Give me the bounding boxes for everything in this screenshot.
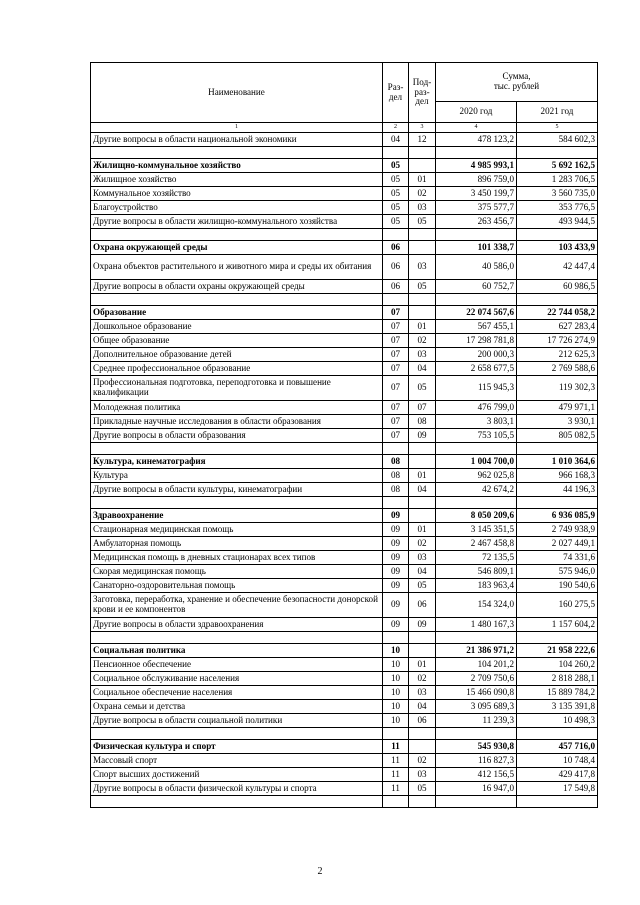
table-row: [91, 523, 598, 537]
row-name: Другие вопросы в области образования: [91, 429, 383, 443]
row-amount-2020: 15 466 090,8: [436, 686, 517, 700]
row-podrazdel: 05: [409, 782, 436, 796]
row-podrazdel: [409, 740, 436, 754]
row-name: Другие вопросы в области жилищно-коммунального хозяйства: [91, 215, 383, 229]
row-podrazdel: 09: [409, 618, 436, 632]
spacer-cell: [91, 796, 383, 808]
row-amount-2021: 5 692 162,5: [517, 159, 598, 173]
row-podrazdel: 01: [409, 320, 436, 334]
row-amount-2021: 119 302,3: [517, 376, 598, 401]
row-podrazdel: 01: [409, 173, 436, 187]
row-razdel: 07: [383, 320, 409, 334]
spacer-cell: [517, 497, 598, 509]
spacer-cell: [409, 443, 436, 455]
row-razdel: 06: [383, 280, 409, 294]
row-amount-2021: 21 958 222,6: [517, 644, 598, 658]
row-name: Охрана семьи и детства: [91, 700, 383, 714]
table-row: [91, 593, 598, 618]
row-podrazdel: 05: [409, 579, 436, 593]
spacer-cell: [409, 497, 436, 509]
row-podrazdel: [409, 644, 436, 658]
table-row: [91, 768, 598, 782]
row-amount-2020: 546 809,1: [436, 565, 517, 579]
row-podrazdel: 09: [409, 429, 436, 443]
spacer-cell: [436, 294, 517, 306]
row-amount-2020: 21 386 971,2: [436, 644, 517, 658]
row-amount-2020: 896 759,0: [436, 173, 517, 187]
row-podrazdel: 05: [409, 376, 436, 401]
budget-table: [90, 62, 598, 808]
row-amount-2020: 3 803,1: [436, 415, 517, 429]
row-amount-2020: 116 827,3: [436, 754, 517, 768]
row-name: Образование: [91, 306, 383, 320]
header-podrazdel: Под- раз- дел: [409, 63, 436, 123]
row-podrazdel: 05: [409, 280, 436, 294]
row-amount-2021: 42 447,4: [517, 255, 598, 280]
column-number: 3: [409, 123, 436, 133]
spacer-cell: [436, 443, 517, 455]
row-name: Жилищно-коммунальное хозяйство: [91, 159, 383, 173]
row-razdel: 08: [383, 469, 409, 483]
row-razdel: 08: [383, 455, 409, 469]
row-podrazdel: 01: [409, 523, 436, 537]
spacer-cell: [517, 632, 598, 644]
row-amount-2020: 22 074 567,6: [436, 306, 517, 320]
row-amount-2021: 10 748,4: [517, 754, 598, 768]
row-razdel: 05: [383, 187, 409, 201]
row-amount-2021: 22 744 058,2: [517, 306, 598, 320]
row-amount-2021: 17 549,8: [517, 782, 598, 796]
row-podrazdel: 02: [409, 187, 436, 201]
row-podrazdel: 07: [409, 401, 436, 415]
table-row: [91, 280, 598, 294]
row-amount-2021: 429 417,8: [517, 768, 598, 782]
spacer-cell: [383, 147, 409, 159]
spacer-cell: [517, 229, 598, 241]
spacer-row: [91, 147, 598, 159]
spacer-cell: [409, 294, 436, 306]
row-podrazdel: 03: [409, 201, 436, 215]
row-razdel: 10: [383, 644, 409, 658]
row-amount-2021: 2 818 288,1: [517, 672, 598, 686]
table-row: [91, 551, 598, 565]
row-amount-2021: 190 540,6: [517, 579, 598, 593]
column-numbers-row: [91, 123, 598, 133]
row-amount-2020: 17 298 781,8: [436, 334, 517, 348]
row-amount-2020: 2 467 458,8: [436, 537, 517, 551]
row-amount-2021: 457 716,0: [517, 740, 598, 754]
spacer-cell: [436, 632, 517, 644]
row-amount-2021: 103 433,9: [517, 241, 598, 255]
spacer-cell: [436, 147, 517, 159]
row-razdel: 06: [383, 255, 409, 280]
row-amount-2021: 1 010 364,6: [517, 455, 598, 469]
row-amount-2021: 17 726 274,9: [517, 334, 598, 348]
row-amount-2021: 10 498,3: [517, 714, 598, 728]
spacer-cell: [436, 728, 517, 740]
row-name: Другие вопросы в области физической культуры и спорта: [91, 782, 383, 796]
spacer-row: [91, 443, 598, 455]
row-podrazdel: 12: [409, 133, 436, 147]
header-name: Наименование: [91, 63, 383, 123]
row-razdel: 07: [383, 334, 409, 348]
row-amount-2020: 4 985 993,1: [436, 159, 517, 173]
header-row: [91, 63, 598, 102]
column-number: 5: [517, 123, 598, 133]
row-name: Другие вопросы в области здравоохранения: [91, 618, 383, 632]
spacer-cell: [409, 229, 436, 241]
table-row: [91, 429, 598, 443]
header-year-2020: 2020 год: [436, 102, 517, 123]
row-podrazdel: 06: [409, 593, 436, 618]
row-razdel: 09: [383, 537, 409, 551]
row-podrazdel: 01: [409, 469, 436, 483]
spacer-row: [91, 294, 598, 306]
row-podrazdel: 04: [409, 700, 436, 714]
row-amount-2021: 160 275,5: [517, 593, 598, 618]
table-row: [91, 565, 598, 579]
row-amount-2021: 6 936 085,9: [517, 509, 598, 523]
row-name: Скорая медицинская помощь: [91, 565, 383, 579]
spacer-cell: [91, 497, 383, 509]
row-amount-2020: 40 586,0: [436, 255, 517, 280]
spacer-cell: [517, 443, 598, 455]
row-amount-2020: 3 095 689,3: [436, 700, 517, 714]
row-podrazdel: [409, 455, 436, 469]
row-name: Охрана объектов растительного и животного мира и среды их обитания: [91, 255, 383, 280]
row-razdel: 09: [383, 579, 409, 593]
row-name: Коммунальное хозяйство: [91, 187, 383, 201]
row-amount-2020: 2 709 750,6: [436, 672, 517, 686]
row-razdel: 11: [383, 782, 409, 796]
row-amount-2021: 353 776,5: [517, 201, 598, 215]
row-razdel: 10: [383, 658, 409, 672]
row-amount-2021: 479 971,1: [517, 401, 598, 415]
row-amount-2021: 104 260,2: [517, 658, 598, 672]
row-podrazdel: [409, 241, 436, 255]
table-row: [91, 215, 598, 229]
row-amount-2020: 3 145 351,5: [436, 523, 517, 537]
row-amount-2021: 2 749 938,9: [517, 523, 598, 537]
column-number: 4: [436, 123, 517, 133]
row-name: Дошкольное образование: [91, 320, 383, 334]
row-amount-2020: 263 456,7: [436, 215, 517, 229]
table-row: [91, 782, 598, 796]
row-amount-2021: 584 602,3: [517, 133, 598, 147]
row-amount-2021: 74 331,6: [517, 551, 598, 565]
spacer-cell: [91, 632, 383, 644]
row-amount-2020: 72 135,5: [436, 551, 517, 565]
header-year-2021: 2021 год: [517, 102, 598, 123]
row-name: Другие вопросы в области социальной политики: [91, 714, 383, 728]
row-amount-2020: 567 455,1: [436, 320, 517, 334]
spacer-cell: [383, 796, 409, 808]
row-razdel: 09: [383, 565, 409, 579]
table-row: [91, 334, 598, 348]
row-amount-2020: 11 239,3: [436, 714, 517, 728]
row-name: Стационарная медицинская помощь: [91, 523, 383, 537]
header-sum: Сумма, тыс. рублей: [436, 63, 598, 102]
row-razdel: 11: [383, 740, 409, 754]
table-row: [91, 348, 598, 362]
spacer-row: [91, 632, 598, 644]
row-name: Физическая культура и спорт: [91, 740, 383, 754]
table-row: [91, 401, 598, 415]
row-amount-2020: 476 799,0: [436, 401, 517, 415]
spacer-cell: [91, 728, 383, 740]
row-podrazdel: 03: [409, 255, 436, 280]
table-row: [91, 133, 598, 147]
section-row: [91, 740, 598, 754]
row-amount-2021: 966 168,3: [517, 469, 598, 483]
table-row: [91, 754, 598, 768]
row-amount-2021: 1 283 706,5: [517, 173, 598, 187]
row-name: Профессиональная подготовка, переподготовка и повышение квалификации: [91, 376, 383, 401]
table-row: [91, 658, 598, 672]
row-amount-2020: 16 947,0: [436, 782, 517, 796]
section-row: [91, 241, 598, 255]
spacer-row: [91, 728, 598, 740]
table-row: [91, 187, 598, 201]
spacer-cell: [409, 632, 436, 644]
row-name: Социальное обслуживание населения: [91, 672, 383, 686]
row-name: Пенсионное обеспечение: [91, 658, 383, 672]
row-name: Общее образование: [91, 334, 383, 348]
row-amount-2021: 212 625,3: [517, 348, 598, 362]
row-name: Медицинская помощь в дневных стационарах всех типов: [91, 551, 383, 565]
row-podrazdel: 02: [409, 537, 436, 551]
row-podrazdel: [409, 159, 436, 173]
row-podrazdel: 08: [409, 415, 436, 429]
row-amount-2020: 545 930,8: [436, 740, 517, 754]
table-row: [91, 320, 598, 334]
row-name: Дополнительное образование детей: [91, 348, 383, 362]
row-name: Спорт высших достижений: [91, 768, 383, 782]
table-body: [91, 63, 598, 808]
row-podrazdel: 04: [409, 483, 436, 497]
row-razdel: 04: [383, 133, 409, 147]
row-amount-2020: 3 450 199,7: [436, 187, 517, 201]
row-amount-2020: 1 480 167,3: [436, 618, 517, 632]
row-podrazdel: 03: [409, 686, 436, 700]
row-podrazdel: 02: [409, 754, 436, 768]
spacer-cell: [409, 796, 436, 808]
row-razdel: 07: [383, 362, 409, 376]
page-number: 2: [317, 866, 323, 877]
row-razdel: 10: [383, 686, 409, 700]
spacer-cell: [409, 728, 436, 740]
row-name: Социальное обеспечение населения: [91, 686, 383, 700]
table-row: [91, 700, 598, 714]
spacer-cell: [517, 796, 598, 808]
row-razdel: 07: [383, 429, 409, 443]
table-row: [91, 537, 598, 551]
spacer-cell: [383, 294, 409, 306]
section-row: [91, 455, 598, 469]
row-amount-2020: 753 105,5: [436, 429, 517, 443]
row-razdel: 05: [383, 215, 409, 229]
row-razdel: 09: [383, 551, 409, 565]
table-row: [91, 672, 598, 686]
spacer-row: [91, 497, 598, 509]
row-razdel: 11: [383, 768, 409, 782]
section-row: [91, 306, 598, 320]
row-razdel: 05: [383, 201, 409, 215]
table-row: [91, 618, 598, 632]
row-name: Санаторно-оздоровительная помощь: [91, 579, 383, 593]
row-name: Массовый спорт: [91, 754, 383, 768]
row-amount-2021: 2 769 588,6: [517, 362, 598, 376]
row-amount-2020: 154 324,0: [436, 593, 517, 618]
row-amount-2020: 1 004 700,0: [436, 455, 517, 469]
row-amount-2021: 2 027 449,1: [517, 537, 598, 551]
row-razdel: 10: [383, 672, 409, 686]
section-row: [91, 644, 598, 658]
row-name: Жилищное хозяйство: [91, 173, 383, 187]
row-razdel: 07: [383, 306, 409, 320]
row-name: Здравоохранение: [91, 509, 383, 523]
spacer-cell: [91, 443, 383, 455]
spacer-cell: [91, 147, 383, 159]
spacer-cell: [91, 294, 383, 306]
spacer-cell: [517, 728, 598, 740]
table-row: [91, 201, 598, 215]
row-name: Амбулаторная помощь: [91, 537, 383, 551]
row-podrazdel: 04: [409, 362, 436, 376]
row-name: Благоустройство: [91, 201, 383, 215]
row-razdel: 08: [383, 483, 409, 497]
row-razdel: 10: [383, 700, 409, 714]
row-amount-2021: 3 930,1: [517, 415, 598, 429]
section-row: [91, 159, 598, 173]
spacer-cell: [436, 229, 517, 241]
row-name: Социальная политика: [91, 644, 383, 658]
spacer-cell: [436, 796, 517, 808]
table-row: [91, 469, 598, 483]
row-razdel: 09: [383, 509, 409, 523]
spacer-cell: [409, 147, 436, 159]
row-amount-2021: 15 889 784,2: [517, 686, 598, 700]
row-razdel: 05: [383, 159, 409, 173]
row-amount-2020: 478 123,2: [436, 133, 517, 147]
section-row: [91, 509, 598, 523]
row-amount-2020: 962 025,8: [436, 469, 517, 483]
spacer-cell: [436, 497, 517, 509]
row-amount-2021: 3 560 735,0: [517, 187, 598, 201]
row-name: Заготовка, переработка, хранение и обеспечение безопасности донорской крови и ее компонентов: [91, 593, 383, 618]
row-amount-2020: 2 658 677,5: [436, 362, 517, 376]
row-amount-2020: 8 050 209,6: [436, 509, 517, 523]
row-name: Среднее профессиональное образование: [91, 362, 383, 376]
row-amount-2020: 115 945,3: [436, 376, 517, 401]
row-razdel: 05: [383, 173, 409, 187]
spacer-cell: [383, 728, 409, 740]
spacer-cell: [91, 229, 383, 241]
spacer-cell: [383, 632, 409, 644]
row-podrazdel: 04: [409, 565, 436, 579]
row-razdel: 06: [383, 241, 409, 255]
row-amount-2020: 42 674,2: [436, 483, 517, 497]
row-name: Другие вопросы в области охраны окружающей среды: [91, 280, 383, 294]
spacer-cell: [383, 497, 409, 509]
spacer-cell: [383, 443, 409, 455]
row-amount-2021: 44 196,3: [517, 483, 598, 497]
row-razdel: 09: [383, 593, 409, 618]
row-amount-2021: 627 283,4: [517, 320, 598, 334]
row-name: Молодежная политика: [91, 401, 383, 415]
row-podrazdel: 03: [409, 768, 436, 782]
row-amount-2021: 3 135 391,8: [517, 700, 598, 714]
row-razdel: 10: [383, 714, 409, 728]
header-razdel: Раз- дел: [383, 63, 409, 123]
table-row: [91, 579, 598, 593]
spacer-row: [91, 229, 598, 241]
spacer-row: [91, 796, 598, 808]
spacer-cell: [517, 294, 598, 306]
row-name: Прикладные научные исследования в области образования: [91, 415, 383, 429]
table-row: [91, 173, 598, 187]
row-name: Охрана окружающей среды: [91, 241, 383, 255]
row-amount-2020: 375 577,7: [436, 201, 517, 215]
row-razdel: 07: [383, 348, 409, 362]
row-amount-2020: 104 201,2: [436, 658, 517, 672]
row-razdel: 07: [383, 376, 409, 401]
row-amount-2020: 200 000,3: [436, 348, 517, 362]
row-podrazdel: [409, 509, 436, 523]
row-podrazdel: 05: [409, 215, 436, 229]
table-row: [91, 362, 598, 376]
row-amount-2020: 183 963,4: [436, 579, 517, 593]
row-podrazdel: 02: [409, 672, 436, 686]
spacer-cell: [517, 147, 598, 159]
table-row: [91, 686, 598, 700]
row-amount-2021: 575 946,0: [517, 565, 598, 579]
row-amount-2021: 493 944,5: [517, 215, 598, 229]
row-amount-2021: 1 157 604,2: [517, 618, 598, 632]
row-podrazdel: [409, 306, 436, 320]
row-podrazdel: 03: [409, 551, 436, 565]
row-podrazdel: 02: [409, 334, 436, 348]
row-podrazdel: 06: [409, 714, 436, 728]
row-amount-2020: 60 752,7: [436, 280, 517, 294]
spacer-cell: [383, 229, 409, 241]
row-name: Культура, кинематография: [91, 455, 383, 469]
row-name: Культура: [91, 469, 383, 483]
row-razdel: 09: [383, 523, 409, 537]
row-amount-2020: 101 338,7: [436, 241, 517, 255]
row-name: Другие вопросы в области культуры, кинематографии: [91, 483, 383, 497]
row-podrazdel: 01: [409, 658, 436, 672]
row-amount-2021: 805 082,5: [517, 429, 598, 443]
row-amount-2020: 412 156,5: [436, 768, 517, 782]
column-number: 1: [91, 123, 383, 133]
table-row: [91, 714, 598, 728]
row-amount-2021: 60 986,5: [517, 280, 598, 294]
column-number: 2: [383, 123, 409, 133]
table-row: [91, 415, 598, 429]
row-razdel: 09: [383, 618, 409, 632]
table-row: [91, 255, 598, 280]
row-name: Другие вопросы в области национальной экономики: [91, 133, 383, 147]
row-podrazdel: 03: [409, 348, 436, 362]
table-row: [91, 483, 598, 497]
table-row: [91, 376, 598, 401]
row-razdel: 11: [383, 754, 409, 768]
row-razdel: 07: [383, 401, 409, 415]
row-razdel: 07: [383, 415, 409, 429]
